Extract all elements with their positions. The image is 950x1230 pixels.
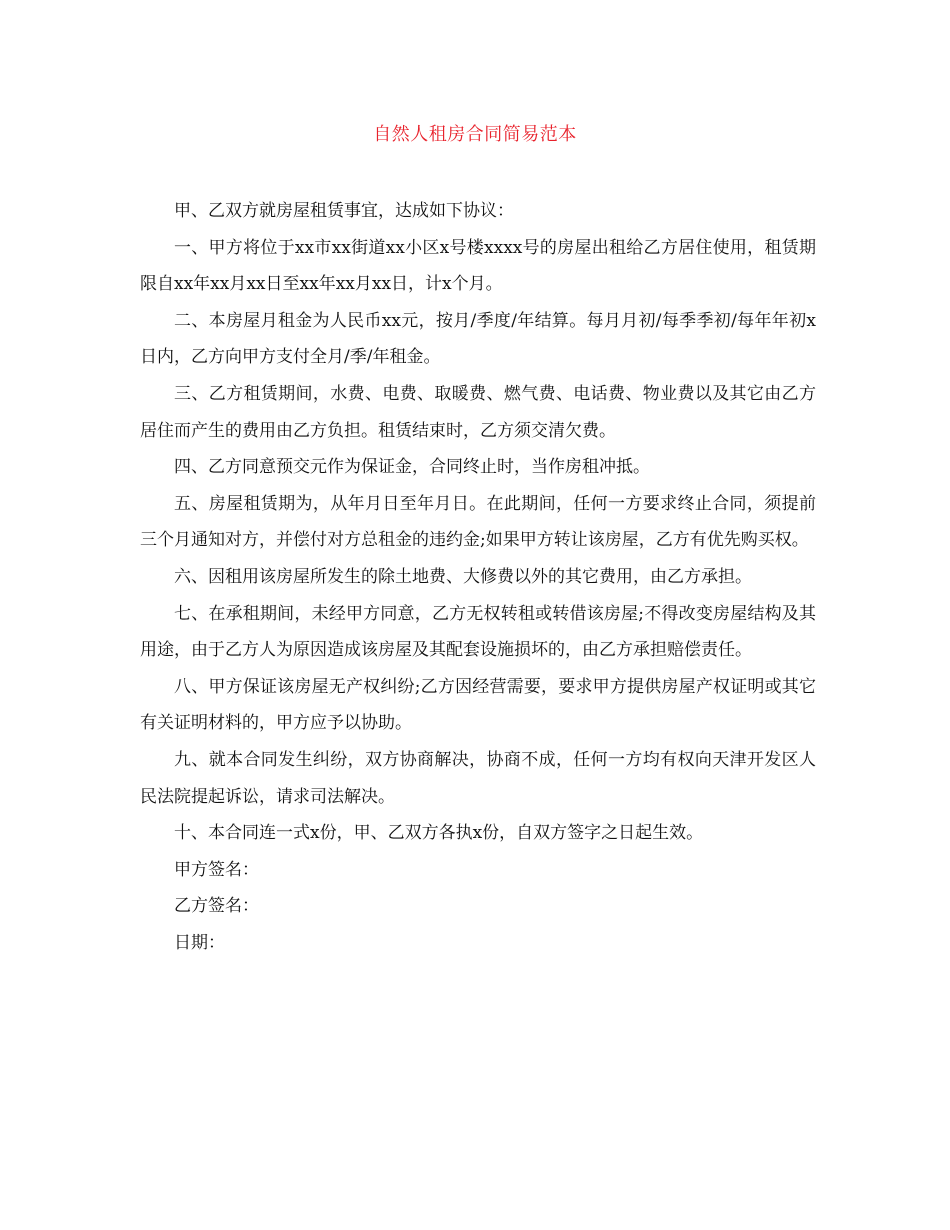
clause-3-paragraph: 三、乙方租赁期间，水费、电费、取暖费、燃气费、电话费、物业费以及其它由乙方居住而产生的费用由乙方负担。租赁结束时，乙方须交清欠费。 — [140, 383, 816, 441]
clause-7-paragraph: 七、在承租期间，未经甲方同意，乙方无权转租或转借该房屋;不得改变房屋结构及其用途，由于乙方人为原因造成该房屋及其配套设施损坏的，由乙方承担赔偿责任。 — [140, 603, 816, 661]
clause-9-paragraph: 九、就本合同发生纠纷，双方协商解决，协商不成，任何一方均有权向天津开发区人民法院提起诉讼，请求司法解决。 — [140, 749, 816, 807]
clause-1-paragraph: 一、甲方将位于xx市xx街道xx小区x号楼xxxx号的房屋出租给乙方居住使用，租赁期限自xx年xx月xx日至xx年xx月xx日，计x个月。 — [140, 237, 816, 295]
document-title: 自然人租房合同简易范本 — [373, 124, 577, 145]
date-line: 日期： — [174, 932, 225, 953]
party-a-signature-line: 甲方签名： — [174, 859, 259, 880]
clause-4-paragraph: 四、乙方同意预交元作为保证金，合同终止时，当作房租冲抵。 — [174, 457, 650, 478]
clause-8-paragraph: 八、甲方保证该房屋无产权纠纷;乙方因经营需要，要求甲方提供房屋产权证明或其它有关证明材料的，甲方应予以协助。 — [140, 676, 816, 734]
clause-6-paragraph: 六、因租用该房屋所发生的除土地费、大修费以外的其它费用，由乙方承担。 — [174, 566, 752, 587]
clause-10-paragraph: 十、本合同连一式x份，甲、乙双方各执x份，自双方签字之日起生效。 — [174, 823, 704, 844]
clause-2-paragraph: 二、本房屋月租金为人民币xx元，按月/季度/年结算。每月月初/每季季初/每年年初x日内，乙方向甲方支付全月/季/年租金。 — [140, 310, 816, 368]
intro-paragraph: 甲、乙双方就房屋租赁事宜，达成如下协议： — [174, 201, 514, 221]
party-b-signature-line: 乙方签名： — [174, 896, 259, 917]
clause-5-paragraph: 五、房屋租赁期为，从年月日至年月日。在此期间，任何一方要求终止合同，须提前三个月通知对方，并偿付对方总租金的违约金;如果甲方转让该房屋，乙方有优先购买权。 — [140, 493, 816, 551]
document-body — [140, 193, 816, 961]
